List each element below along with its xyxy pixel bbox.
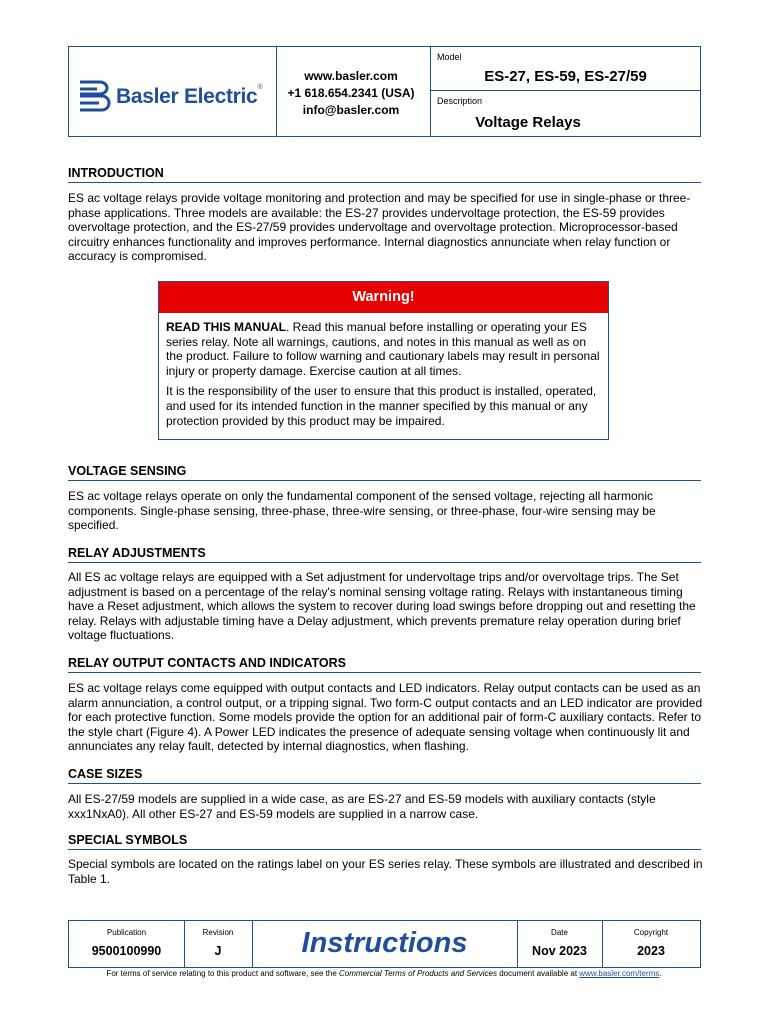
publication-label: Publication — [106, 928, 147, 937]
document-type: Instructions — [301, 927, 468, 959]
email-link[interactable]: info@basler.com — [302, 103, 400, 117]
introduction-heading: INTRODUCTION — [68, 166, 701, 183]
introduction-text: ES ac voltage relays provide voltage monitoring and protection and may be specified for use in single-phase or three-phase applications. Three models are available: the ES-27 provides undervoltage protection, the ES-59 provides overvoltage protection, and the ES-27/59 provides undervoltage and overvoltage protection. Microprocessor-based circuitry enhances functionality and improves performance. Internal diagnostics annunciate when relay function or accuracy is compromised. — [68, 191, 691, 264]
relay-output-text: ES ac voltage relays come equipped with output contacts and LED indicators. Relay output contacts can be used as an alarm annunciation, a control output, or a tripping signal. Two form-C output contacts and an LED indicator are provided for each protective function. Some models provide the option for an additional pair of form-C auxiliary contacts. Refer to the style chart (Figure 4). A Power LED indicates the presence of adequate sensing voltage when continuously lit and annunciates any relay fault, detected by internal diagnostics, when flashing. — [68, 681, 703, 754]
terms-link[interactable]: www.basler.com/terms — [579, 969, 660, 978]
date-value: Nov 2023 — [532, 944, 587, 958]
terms-document-title: Commercial Terms of Products and Services — [339, 969, 497, 978]
special-symbols-heading: SPECIAL SYMBOLS — [68, 833, 701, 850]
basler-logo-icon — [78, 79, 112, 113]
warning-paragraph-1 — [166, 320, 602, 378]
revision-value: J — [214, 944, 222, 958]
document-footer — [68, 920, 701, 968]
contact-info — [276, 68, 426, 119]
relay-adjustments-heading: RELAY ADJUSTMENTS — [68, 546, 701, 563]
warning-lead: READ THIS MANUAL — [166, 320, 286, 334]
voltage-sensing-heading: VOLTAGE SENSING — [68, 464, 701, 481]
warning-paragraph-2: It is the responsibility of the user to ensure that this product is installed, operated, and used for its intended function in the manner specified by this manual or any protection provided by this product may be impaired. — [166, 384, 597, 428]
copyright-value: 2023 — [637, 944, 665, 958]
relay-output-heading: RELAY OUTPUT CONTACTS AND INDICATORS — [68, 656, 701, 673]
case-sizes-text: All ES-27/59 models are supplied in a wide case, as are ES-27 and ES-59 models with auxiliary contacts (style xxx1NxA0). All other ES-27 and ES-59 models are supplied in a narrow case. — [68, 792, 656, 821]
warning-title: Warning! — [159, 282, 608, 313]
website-link[interactable]: www.basler.com — [304, 69, 398, 83]
publication-value: 9500100990 — [91, 944, 162, 958]
special-symbols-text: Special symbols are located on the ratings label on your ES series relay. These symbols are illustrated and described in Table 1. — [68, 857, 703, 886]
copyright-label: Copyright — [633, 928, 669, 937]
case-sizes-heading: CASE SIZES — [68, 767, 701, 784]
voltage-sensing-text: ES ac voltage relays operate on only the fundamental component of the sensed voltage, rejecting all harmonic components. Single-phase sensing, three-phase, three-wire sensing, or three-phase, four-wire sensing may be specified. — [68, 489, 656, 533]
revision-label: Revision — [202, 928, 234, 937]
description-value: Voltage Relays — [475, 114, 581, 131]
warning-body — [166, 320, 602, 434]
warning-box — [158, 281, 609, 440]
phone-number: +1 618.654.2341 (USA) — [287, 86, 415, 100]
model-value: ES-27, ES-59, ES-27/59 — [484, 68, 647, 85]
company-logo — [78, 79, 268, 115]
relay-adjustments-text: All ES ac voltage relays are equipped with a Set adjustment for undervoltage trips and/or overvoltage trips. The Set adjustment is based on a percentage of the relay's nominal sensing voltage rating. Relays with instantaneous timing have a Reset adjustment, which allows the system to recover during load swings before dropping out and resetting the relay. Relays with adjustable timing have a Delay adjustment, which prevents premature relay operation during brief voltage fluctuations. — [68, 570, 696, 643]
company-name: Basler Electric® — [116, 84, 263, 108]
terms-notice: For terms of service relating to this product and software, see the Commercial Terms of Products and Services document available at www.basler.com/terms. — [106, 969, 662, 978]
date-label: Date — [551, 928, 568, 937]
description-label: Description — [437, 96, 483, 106]
model-label: Model — [437, 52, 462, 62]
registered-mark: ® — [257, 84, 263, 91]
warning-text-1: . Read this manual before installing or operating your ES series relay. Note all warnings, cautions, and notes in this manual as well as on the product. Failure to follow warning and cautionary labels may result in personal injury or property damage. Exercise caution at all times. — [166, 320, 600, 378]
